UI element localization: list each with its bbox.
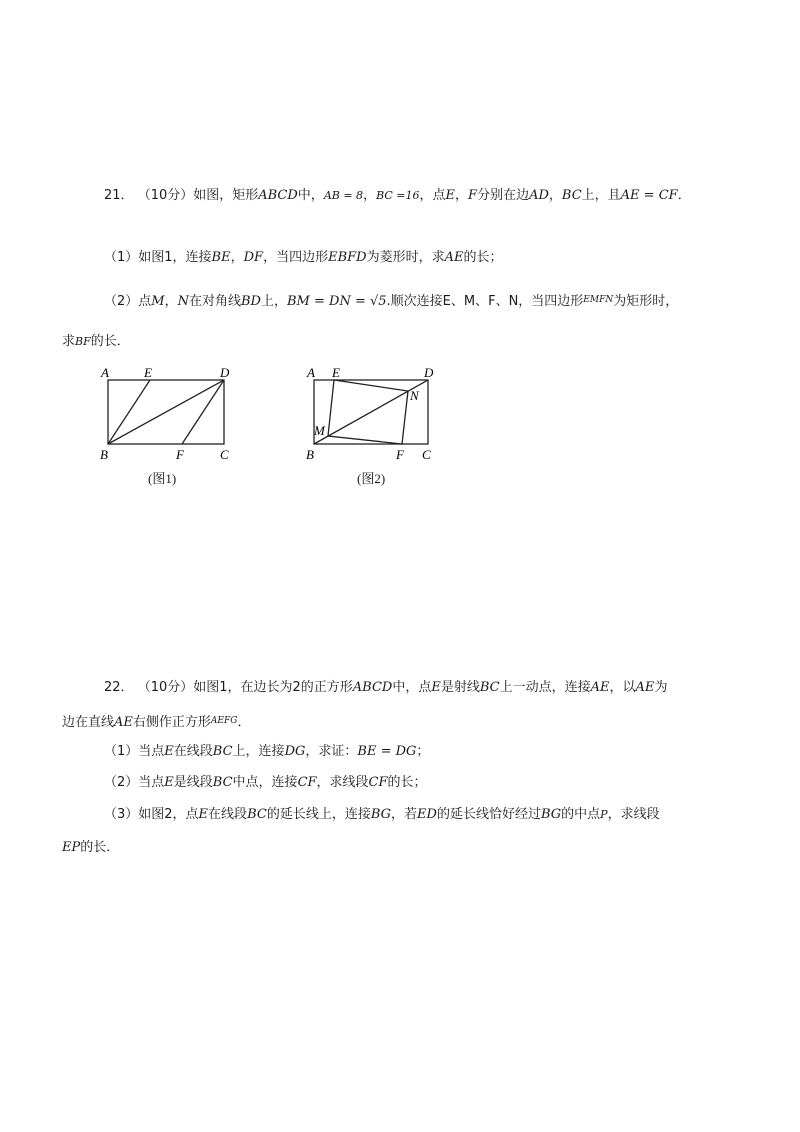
q22-stem: 22． （10分）如图1，在边长为2的正方形ABCD中，点E是射线BC上一动点，连接AE，以AE为 xyxy=(104,680,668,695)
q21-stem: 21． （10分）如图，矩形ABCD中，AB = 8，BC =16，点E，F分别在边AD，BC上，且AE = CF． xyxy=(104,188,691,203)
label-n: N xyxy=(410,388,419,403)
q22-part3-tail: EP的长． xyxy=(62,840,120,855)
figure-2-caption: (图2) xyxy=(357,471,386,486)
q21-part2: （2）点M，N在对角线BD上，BM = DN = √5.顺次连接E、M、F、N，当四边形$^{EMFN}$为矩形时， xyxy=(104,294,679,309)
label-c: C xyxy=(220,447,229,462)
q22-part2: （2）当点E是线段BC中点，连接CF，求线段CF的长； xyxy=(104,775,427,790)
q22-stem-line2: 边在直线AE右侧作正方形$^{AEFG}$． xyxy=(62,715,251,730)
label-e: E xyxy=(332,365,340,380)
label-d: D xyxy=(424,365,434,380)
figure-1-diagram xyxy=(95,360,245,465)
q22-part3: （3）如图2，点E在线段BC的延长线上，连接BG，若ED的延长线恰好经过BG的中点P，求线段 xyxy=(104,807,660,822)
q21-part2-tail: 求BF的长． xyxy=(62,334,130,349)
label-m: M xyxy=(314,423,325,438)
segment-fd xyxy=(182,380,224,444)
figure-1 xyxy=(95,360,245,465)
label-f: F xyxy=(176,447,184,462)
segment-be xyxy=(108,380,150,444)
label-f: F xyxy=(396,447,404,462)
figure-2 xyxy=(300,360,450,465)
label-e: E xyxy=(144,365,152,380)
figure-2-diagram xyxy=(300,360,450,465)
label-b: B xyxy=(306,447,314,462)
label-b: B xyxy=(100,447,108,462)
q21-part1: （1）如图1，连接BE，DF，当四边形EBFD为菱形时，求AE的长； xyxy=(104,250,503,265)
label-d: D xyxy=(220,365,230,380)
quadrilateral-emfn xyxy=(328,380,408,444)
q22-part1: （1）当点E在线段BC上，连接DG，求证：BE = DG； xyxy=(104,744,430,759)
label-a: A xyxy=(101,365,109,380)
q21-number: 21． xyxy=(104,188,134,203)
label-c: C xyxy=(422,447,431,462)
segment-bd xyxy=(108,380,224,444)
label-a: A xyxy=(307,365,315,380)
q22-number: 22． xyxy=(104,680,134,695)
figure-1-caption: (图1) xyxy=(148,471,177,486)
